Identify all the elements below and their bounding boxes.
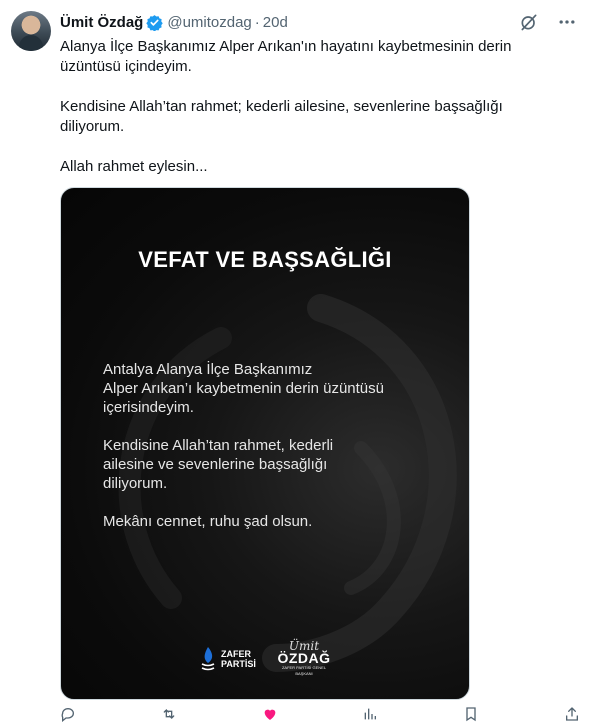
card-body bbox=[103, 360, 423, 531]
header-separator: · bbox=[254, 13, 260, 31]
tweet-text bbox=[60, 37, 560, 177]
verified-badge-icon bbox=[146, 14, 163, 31]
tweet-media-image[interactable] bbox=[60, 187, 470, 700]
logo-party-line1: ZAFER bbox=[221, 649, 251, 659]
bookmark-icon bbox=[463, 706, 479, 722]
like-icon bbox=[262, 706, 278, 722]
tweet-text-line: Alanya İlçe Başkanımız Alper Arıkan'ın hayatını kaybetmesinin derin bbox=[60, 38, 512, 55]
author-handle[interactable]: @umitozdag bbox=[167, 13, 252, 31]
avatar[interactable] bbox=[11, 11, 51, 51]
share-icon bbox=[564, 706, 580, 722]
umit-ozdag-signature-logo bbox=[273, 640, 335, 676]
tweet-timestamp[interactable]: 20d bbox=[262, 13, 288, 31]
tweet-text-line: Allah rahmet eylesin... bbox=[60, 158, 208, 175]
logo-subtitle: ZAFER PARTİSİ GENEL BAŞKANI bbox=[281, 665, 327, 676]
logo-signature: Ümit bbox=[288, 639, 320, 653]
card-body-line: içerisindeyim. bbox=[103, 399, 194, 416]
card-body-line: Antalya Alanya İlçe Başkanımız bbox=[103, 361, 313, 378]
tweet-header bbox=[60, 12, 288, 32]
card-body-line: Kendisine Allah’tan rahmet, kederli bbox=[103, 437, 334, 454]
card-body-line: diliyorum. bbox=[103, 475, 168, 492]
zafer-flame-icon bbox=[199, 646, 217, 672]
retweet-icon bbox=[161, 706, 177, 722]
views-icon bbox=[362, 706, 378, 722]
logo-name: ÖZDAĞ bbox=[277, 650, 331, 666]
grok-icon[interactable] bbox=[519, 12, 539, 32]
tweet-text-line: diliyorum. bbox=[60, 118, 125, 135]
logo-party-line2: PARTİSİ bbox=[221, 659, 256, 669]
tweet-text-line: Kendisine Allah’tan rahmet; kederli ailesine, sevenlerine başsağlığı bbox=[60, 98, 503, 115]
author-name[interactable]: Ümit Özdağ bbox=[60, 13, 144, 31]
card-body-line: Alper Arıkan’ı kaybetmenin derin üzüntüsü bbox=[103, 380, 384, 397]
more-icon[interactable] bbox=[557, 12, 577, 32]
tweet-text-line: üzüntüsü içindeyim. bbox=[60, 58, 192, 75]
card-title: VEFAT VE BAŞSAĞLIĞI bbox=[138, 247, 392, 272]
card-body-line: Mekânı cennet, ruhu şad olsun. bbox=[103, 513, 313, 530]
card-body-line: ailesine ve sevenlerine başsağlığı bbox=[103, 456, 328, 473]
reply-icon bbox=[60, 706, 76, 722]
zafer-partisi-logo bbox=[199, 643, 256, 675]
header-actions bbox=[519, 12, 577, 32]
